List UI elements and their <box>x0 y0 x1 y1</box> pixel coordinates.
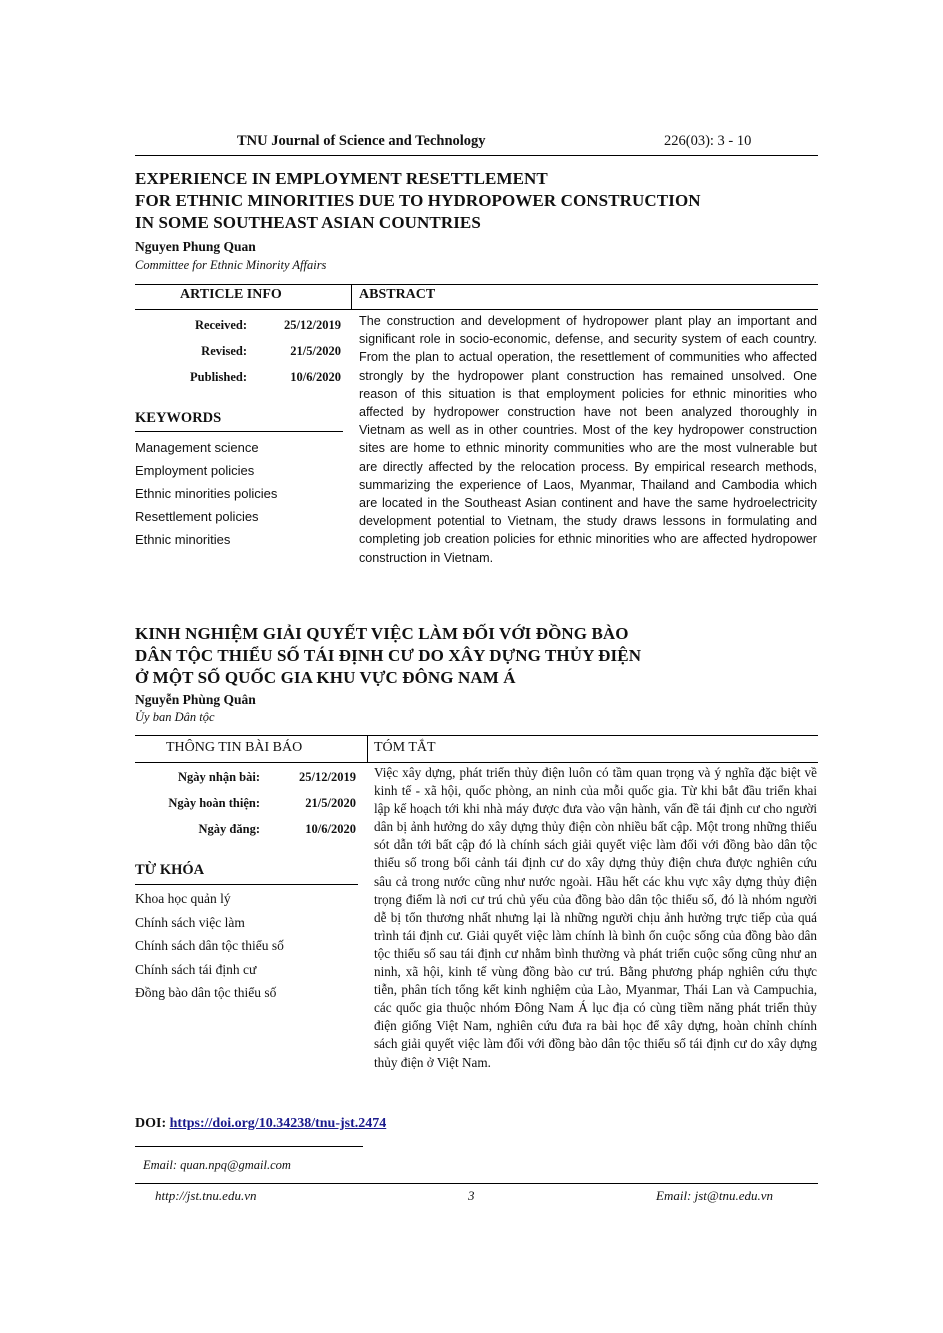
column-separator <box>351 285 352 309</box>
keyword-item: Management science <box>135 440 259 455</box>
revised-date: 21/5/2020 <box>290 344 341 358</box>
abstract-text-en: The construction and development of hydropower plant play an important and significant role in socio-economic, defense, and security system of each country. From the plan to actual operation, the resettlement of communities who affected strongly by the hydropower plant construction has remained unsolved. One reason of this situation is that employment policies for ethnic minorities who affected by hydropower construction have not been analyzed thoroughly in Vietnam as well as in other countries. Most of the key hydropower construction sites are home to ethnic minority communities who are the most vulnerable but are directly affected by the relocation process. By empirical research methods, summarizing the experience of Laos, Myanmar, Thailand and Cambodia which are located in the Southeast Asian continent and have the same hydroelectricity development potential to Vietnam, the study draws lessons in formulating and completing job creation policies for ethnic minorities who are affected hydropower construction in Vietnam. <box>359 314 817 565</box>
doi-line <box>135 1116 386 1132</box>
keyword-item: Ethnic minorities policies <box>135 486 278 501</box>
footer-email: Email: jst@tnu.edu.vn <box>656 1188 774 1203</box>
info-top-rule-vi <box>135 735 818 736</box>
page-number: 3 <box>468 1188 475 1203</box>
title-line: DÂN TỘC THIỂU SỐ TÁI ĐỊNH CƯ DO XÂY DỰNG THỦY ĐIỆN <box>135 646 642 665</box>
keywords-rule-vi <box>135 884 358 885</box>
author-email: Email: quan.npq@gmail.com <box>143 1158 291 1172</box>
keyword-item: Khoa học quản lý <box>135 891 231 906</box>
received-date-vi: 25/12/2019 <box>299 770 356 784</box>
title-line: Ở MỘT SỐ QUỐC GIA KHU VỰC ĐÔNG NAM Á <box>135 668 516 687</box>
keywords-list-en <box>135 436 277 551</box>
info-mid-rule <box>135 309 818 310</box>
doi-label: DOI: <box>135 1116 167 1131</box>
revised-date-vi: 21/5/2020 <box>305 796 356 810</box>
keyword-item: Resettlement policies <box>135 509 259 524</box>
published-date-vi: 10/6/2020 <box>305 822 356 836</box>
author-name-vi: Nguyễn Phùng Quân <box>135 692 256 707</box>
published-date: 10/6/2020 <box>290 370 341 384</box>
title-line: FOR ETHNIC MINORITIES DUE TO HYDROPOWER CONSTRUCTION <box>135 191 701 210</box>
title-line: EXPERIENCE IN EMPLOYMENT RESETTLEMENT <box>135 169 548 188</box>
title-line: IN SOME SOUTHEAST ASIAN COUNTRIES <box>135 213 481 232</box>
paper-title-vi <box>135 623 641 689</box>
keywords-heading: KEYWORDS <box>135 410 222 426</box>
info-mid-rule-vi <box>135 762 818 763</box>
author-name-en: Nguyen Phung Quan <box>135 239 256 254</box>
keyword-item: Employment policies <box>135 463 255 478</box>
keyword-item: Chính sách tái định cư <box>135 961 257 977</box>
published-label-vi: Ngày đăng: <box>198 822 260 836</box>
footer-website: http://jst.tnu.edu.vn <box>155 1188 257 1203</box>
info-top-rule <box>135 284 818 285</box>
keyword-item: Đồng bào dân tộc thiểu số <box>135 985 277 1000</box>
keyword-item: Chính sách việc làm <box>135 914 245 930</box>
header-divider <box>135 155 818 156</box>
received-date: 25/12/2019 <box>284 318 341 332</box>
published-label: Published: <box>190 370 247 384</box>
footnote-rule <box>135 1146 363 1147</box>
journal-name: TNU Journal of Science and Technology <box>237 133 486 149</box>
keywords-rule <box>135 431 343 432</box>
column-separator-vi <box>367 736 368 762</box>
article-info-heading: ARTICLE INFO <box>180 287 282 302</box>
article-info-heading-vi: THÔNG TIN BÀI BÁO <box>166 740 303 755</box>
footer-rule <box>135 1183 818 1184</box>
abstract-text-vi: Việc xây dựng, phát triển thủy điện luôn có tầm quan trọng và ý nghĩa đặc biệt về kinh tế - xã hội, quốc phòng, an ninh của mỗi quốc gia. Từ khi bắt đầu triển khai lập kế hoạch tới khi nhà máy được đưa vào vận hành, vấn đề tái định cư cho người dân bị ảnh hưởng do xây dựng thủy điện còn nhiều bất cập. Một trong những thiếu sót dẫn tới bất cập đó là chính sách giải quyết việc làm đối với đồng bào dân tộc thiểu số trong bối cảnh tái định cư do xây dựng thủy điện chưa được nghiên cứu sâu cả trong nước cũng như nước ngoài. Hầu hết các khu vực xây dựng thủy điện trọng điểm là nơi cư trú chủ yếu của đồng bào dân tộc thiểu số, đó là nhóm người dễ bị tổn thương nhất nhưng lại là những người chịu ảnh hưởng trực tiếp của quá trình tái định cư. Giải quyết việc làm chính là bình ổn cuộc sống của đồng bào dân tộc thiểu số sau tái định cư nhằm bình thường và phát triển cuộc sống cũng như an ninh, xã hội, kinh tế vùng đồng bào cư trú. Bằng phương pháp nghiên cứu thực tiễn, phân tích tổng kết kinh nghiệm của Lào, Myanmar, Thái Lan và Campuchia, các quốc gia thuộc nhóm Đông Nam Á lục địa có cùng tiềm năng phát triển thủy điện giống Việt Nam, nghiên cứu đưa ra bài học để xây dựng, hoàn chỉnh chính sách giải quyết việc làm đối với đồng bào dân tộc thiểu số tái định cư do xây dựng thủy điện ở Việt Nam. <box>374 765 817 1070</box>
abstract-heading: ABSTRACT <box>359 287 436 302</box>
keyword-item: Chính sách dân tộc thiểu số <box>135 938 284 953</box>
received-label-vi: Ngày nhận bài: <box>178 770 260 784</box>
keywords-heading-vi: TỪ KHÓA <box>135 862 205 878</box>
revised-label: Revised: <box>201 344 247 358</box>
keyword-item: Ethnic minorities <box>135 532 231 547</box>
author-affiliation-vi: Ủy ban Dân tộc <box>135 710 215 724</box>
received-label: Received: <box>194 318 247 332</box>
paper-title-en <box>135 168 701 234</box>
doi-link[interactable]: https://doi.org/10.34238/tnu-jst.2474 <box>169 1116 387 1131</box>
author-affiliation-en: Committee for Ethnic Minority Affairs <box>135 258 327 272</box>
revised-label-vi: Ngày hoàn thiện: <box>168 796 260 810</box>
keywords-list-vi <box>135 887 284 1005</box>
abstract-heading-vi: TÓM TẮT <box>374 740 436 755</box>
journal-volume: 226(03): 3 - 10 <box>664 133 752 149</box>
title-line: KINH NGHIỆM GIẢI QUYẾT VIỆC LÀM ĐỐI VỚI ĐỒNG BÀO <box>135 624 629 643</box>
